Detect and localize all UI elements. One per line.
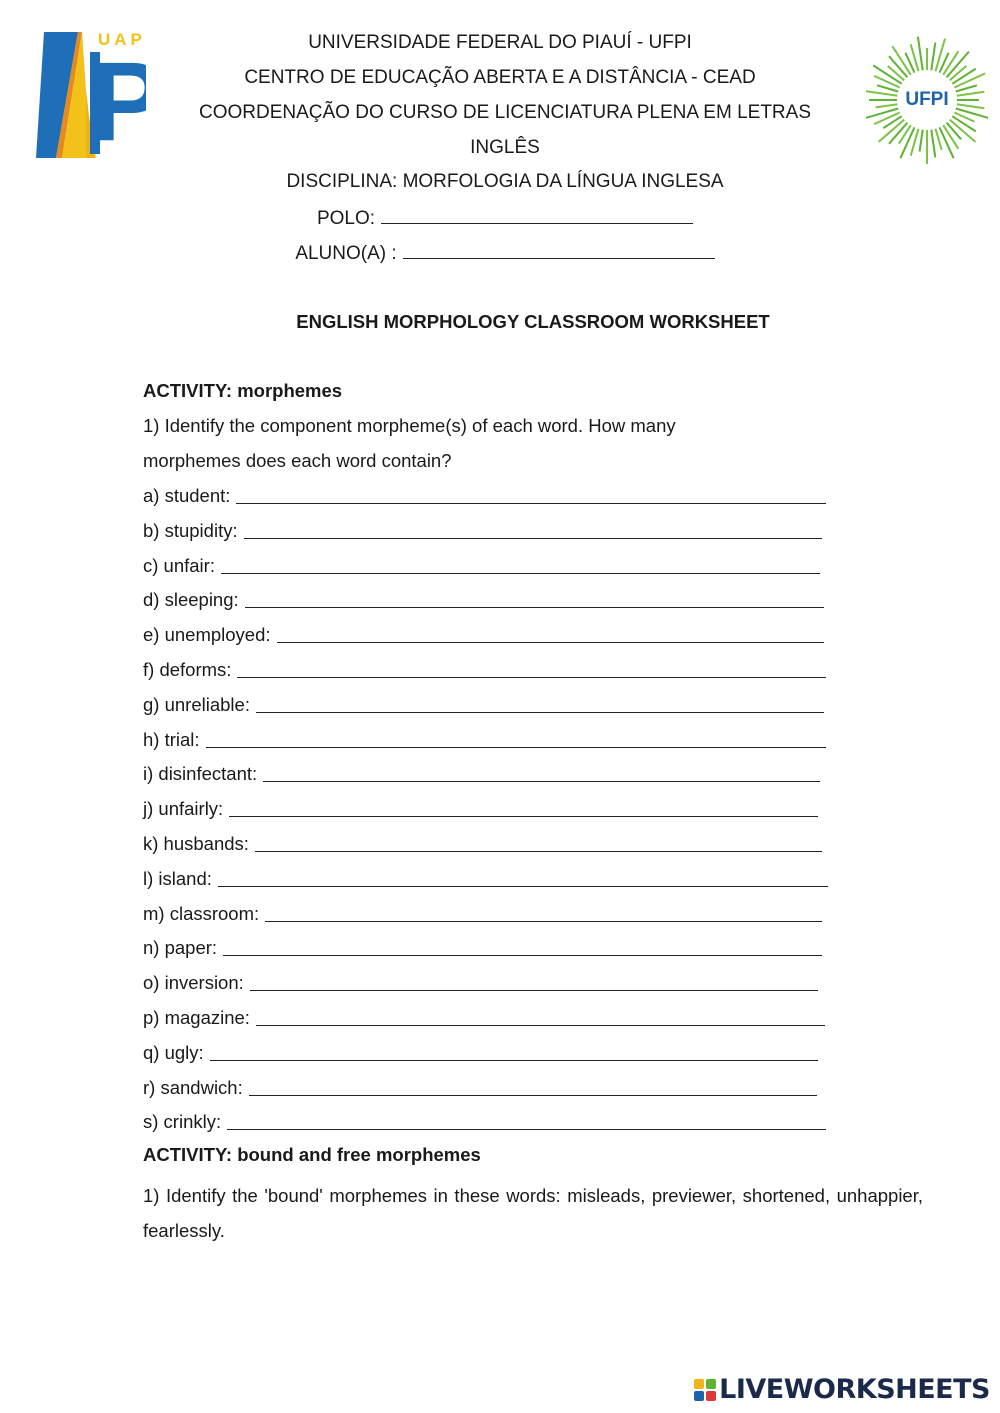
morpheme-item-label: f) deforms: (143, 659, 232, 680)
polo-field (5, 205, 1000, 231)
morpheme-item-row (143, 623, 824, 647)
activity-bound-free-heading: ACTIVITY: bound and free morphemes (143, 1144, 481, 1165)
morpheme-item-label: a) student: (143, 485, 231, 506)
polo-input-line[interactable] (381, 205, 693, 224)
morpheme-item-row (143, 902, 822, 926)
morpheme-item-row (143, 554, 820, 578)
morpheme-item-label: n) paper: (143, 937, 218, 959)
morpheme-item-label: h) trial: (143, 728, 200, 750)
morpheme-item-row (143, 762, 820, 786)
morpheme-answer-line[interactable] (245, 606, 824, 608)
activity-morphemes-heading: ACTIVITY: morphemes (143, 380, 343, 401)
aluno-field (5, 240, 1000, 266)
activity-morphemes-instruction-2: morphemes does each word contain? (143, 450, 452, 471)
aluno-input-line[interactable] (403, 240, 715, 259)
activity-bound-free-instruction: 1) Identify the 'bound' morphemes in these words: misleads, previewer, shortened, unhappier, fearlessly. (143, 1185, 923, 1241)
morpheme-item-row (143, 658, 826, 682)
morpheme-item-label: q) ugly: (143, 1041, 204, 1063)
morpheme-item-label: i) disinfectant: (143, 763, 258, 785)
morpheme-answer-line[interactable] (210, 1059, 818, 1061)
liveworksheets-icon (694, 1379, 716, 1401)
morpheme-answer-line[interactable] (256, 711, 824, 713)
header-discipline: DISCIPLINA: MORFOLOGIA DA LÍNGUA INGLESA (286, 171, 724, 192)
morpheme-item-row (143, 1110, 826, 1134)
morpheme-item-row (143, 1006, 825, 1030)
morpheme-item-row (143, 1076, 817, 1100)
morpheme-answer-line[interactable] (237, 676, 826, 678)
morpheme-answer-line[interactable] (218, 885, 828, 887)
morpheme-item-row (143, 519, 822, 543)
morpheme-answer-line[interactable] (229, 815, 818, 817)
morpheme-answer-line[interactable] (227, 1128, 826, 1130)
liveworksheets-brand[interactable] (694, 1374, 990, 1405)
morpheme-item-row (143, 1041, 818, 1065)
morpheme-answer-line[interactable] (236, 502, 826, 504)
morpheme-item-label: s) crinkly: (143, 1111, 222, 1133)
ufpi-logo-text: UFPI (905, 89, 949, 110)
morpheme-item-label: g) unreliable: (143, 693, 250, 715)
worksheet-title: ENGLISH MORPHOLOGY CLASSROOM WORKSHEET (296, 311, 770, 332)
morpheme-item-label: j) unfairly: (143, 798, 224, 820)
morpheme-item-label: d) sleeping: (143, 589, 239, 611)
morpheme-item-label: c) unfair: (143, 554, 215, 576)
ufpi-ray (866, 91, 897, 96)
morpheme-item-row (143, 832, 822, 856)
morpheme-item-label: o) inversion: (143, 972, 244, 994)
morpheme-item-row (143, 484, 826, 508)
liveworksheets-brand-text: LIVEWORKSHEETS (719, 1374, 990, 1405)
morpheme-item-row (143, 588, 824, 612)
morpheme-item-row (143, 797, 818, 821)
morpheme-item-row (143, 936, 822, 960)
uapi-logo-letter: P (90, 39, 146, 158)
header-coordination: COORDENAÇÃO DO CURSO DE LICENCIATURA PLENA EM LETRAS (199, 102, 811, 123)
header-university: UNIVERSIDADE FEDERAL DO PIAUÍ - UFPI (308, 32, 692, 53)
morpheme-item-row (143, 693, 824, 717)
aluno-label: ALUNO(A) : (295, 243, 397, 264)
morpheme-answer-line[interactable] (221, 572, 820, 574)
header-center: CENTRO DE EDUCAÇÃO ABERTA E A DISTÂNCIA - CEAD (244, 67, 756, 88)
morpheme-item-label: m) classroom: (143, 902, 260, 924)
morpheme-item-label: k) husbands: (143, 833, 249, 854)
ufpi-ray (957, 92, 985, 96)
morpheme-answer-line[interactable] (263, 780, 820, 782)
activity-morphemes-instruction-1: 1) Identify the component morpheme(s) of each word. How many (143, 415, 676, 436)
morpheme-item-row (143, 728, 826, 752)
morpheme-answer-line[interactable] (223, 954, 822, 956)
morpheme-item-label: b) stupidity: (143, 519, 238, 541)
morpheme-item-label: l) island: (143, 867, 212, 889)
morpheme-item-label: p) magazine: (143, 1007, 250, 1028)
morpheme-answer-line[interactable] (249, 1094, 817, 1096)
morpheme-answer-line[interactable] (256, 1024, 825, 1026)
morpheme-item-row (143, 971, 818, 995)
morpheme-answer-line[interactable] (250, 989, 818, 991)
morpheme-item-row (143, 867, 828, 891)
morpheme-answer-line[interactable] (255, 850, 822, 852)
morpheme-item-label: e) unemployed: (143, 624, 271, 646)
morpheme-answer-line[interactable] (277, 641, 824, 643)
morpheme-answer-line[interactable] (206, 746, 826, 748)
morpheme-item-label: r) sandwich: (143, 1076, 243, 1098)
polo-label: POLO: (316, 208, 376, 229)
morpheme-answer-line[interactable] (265, 920, 822, 922)
uapi-logo-text: UAP (98, 30, 146, 49)
header-language: INGLÊS (470, 137, 540, 158)
morpheme-answer-line[interactable] (244, 537, 822, 539)
